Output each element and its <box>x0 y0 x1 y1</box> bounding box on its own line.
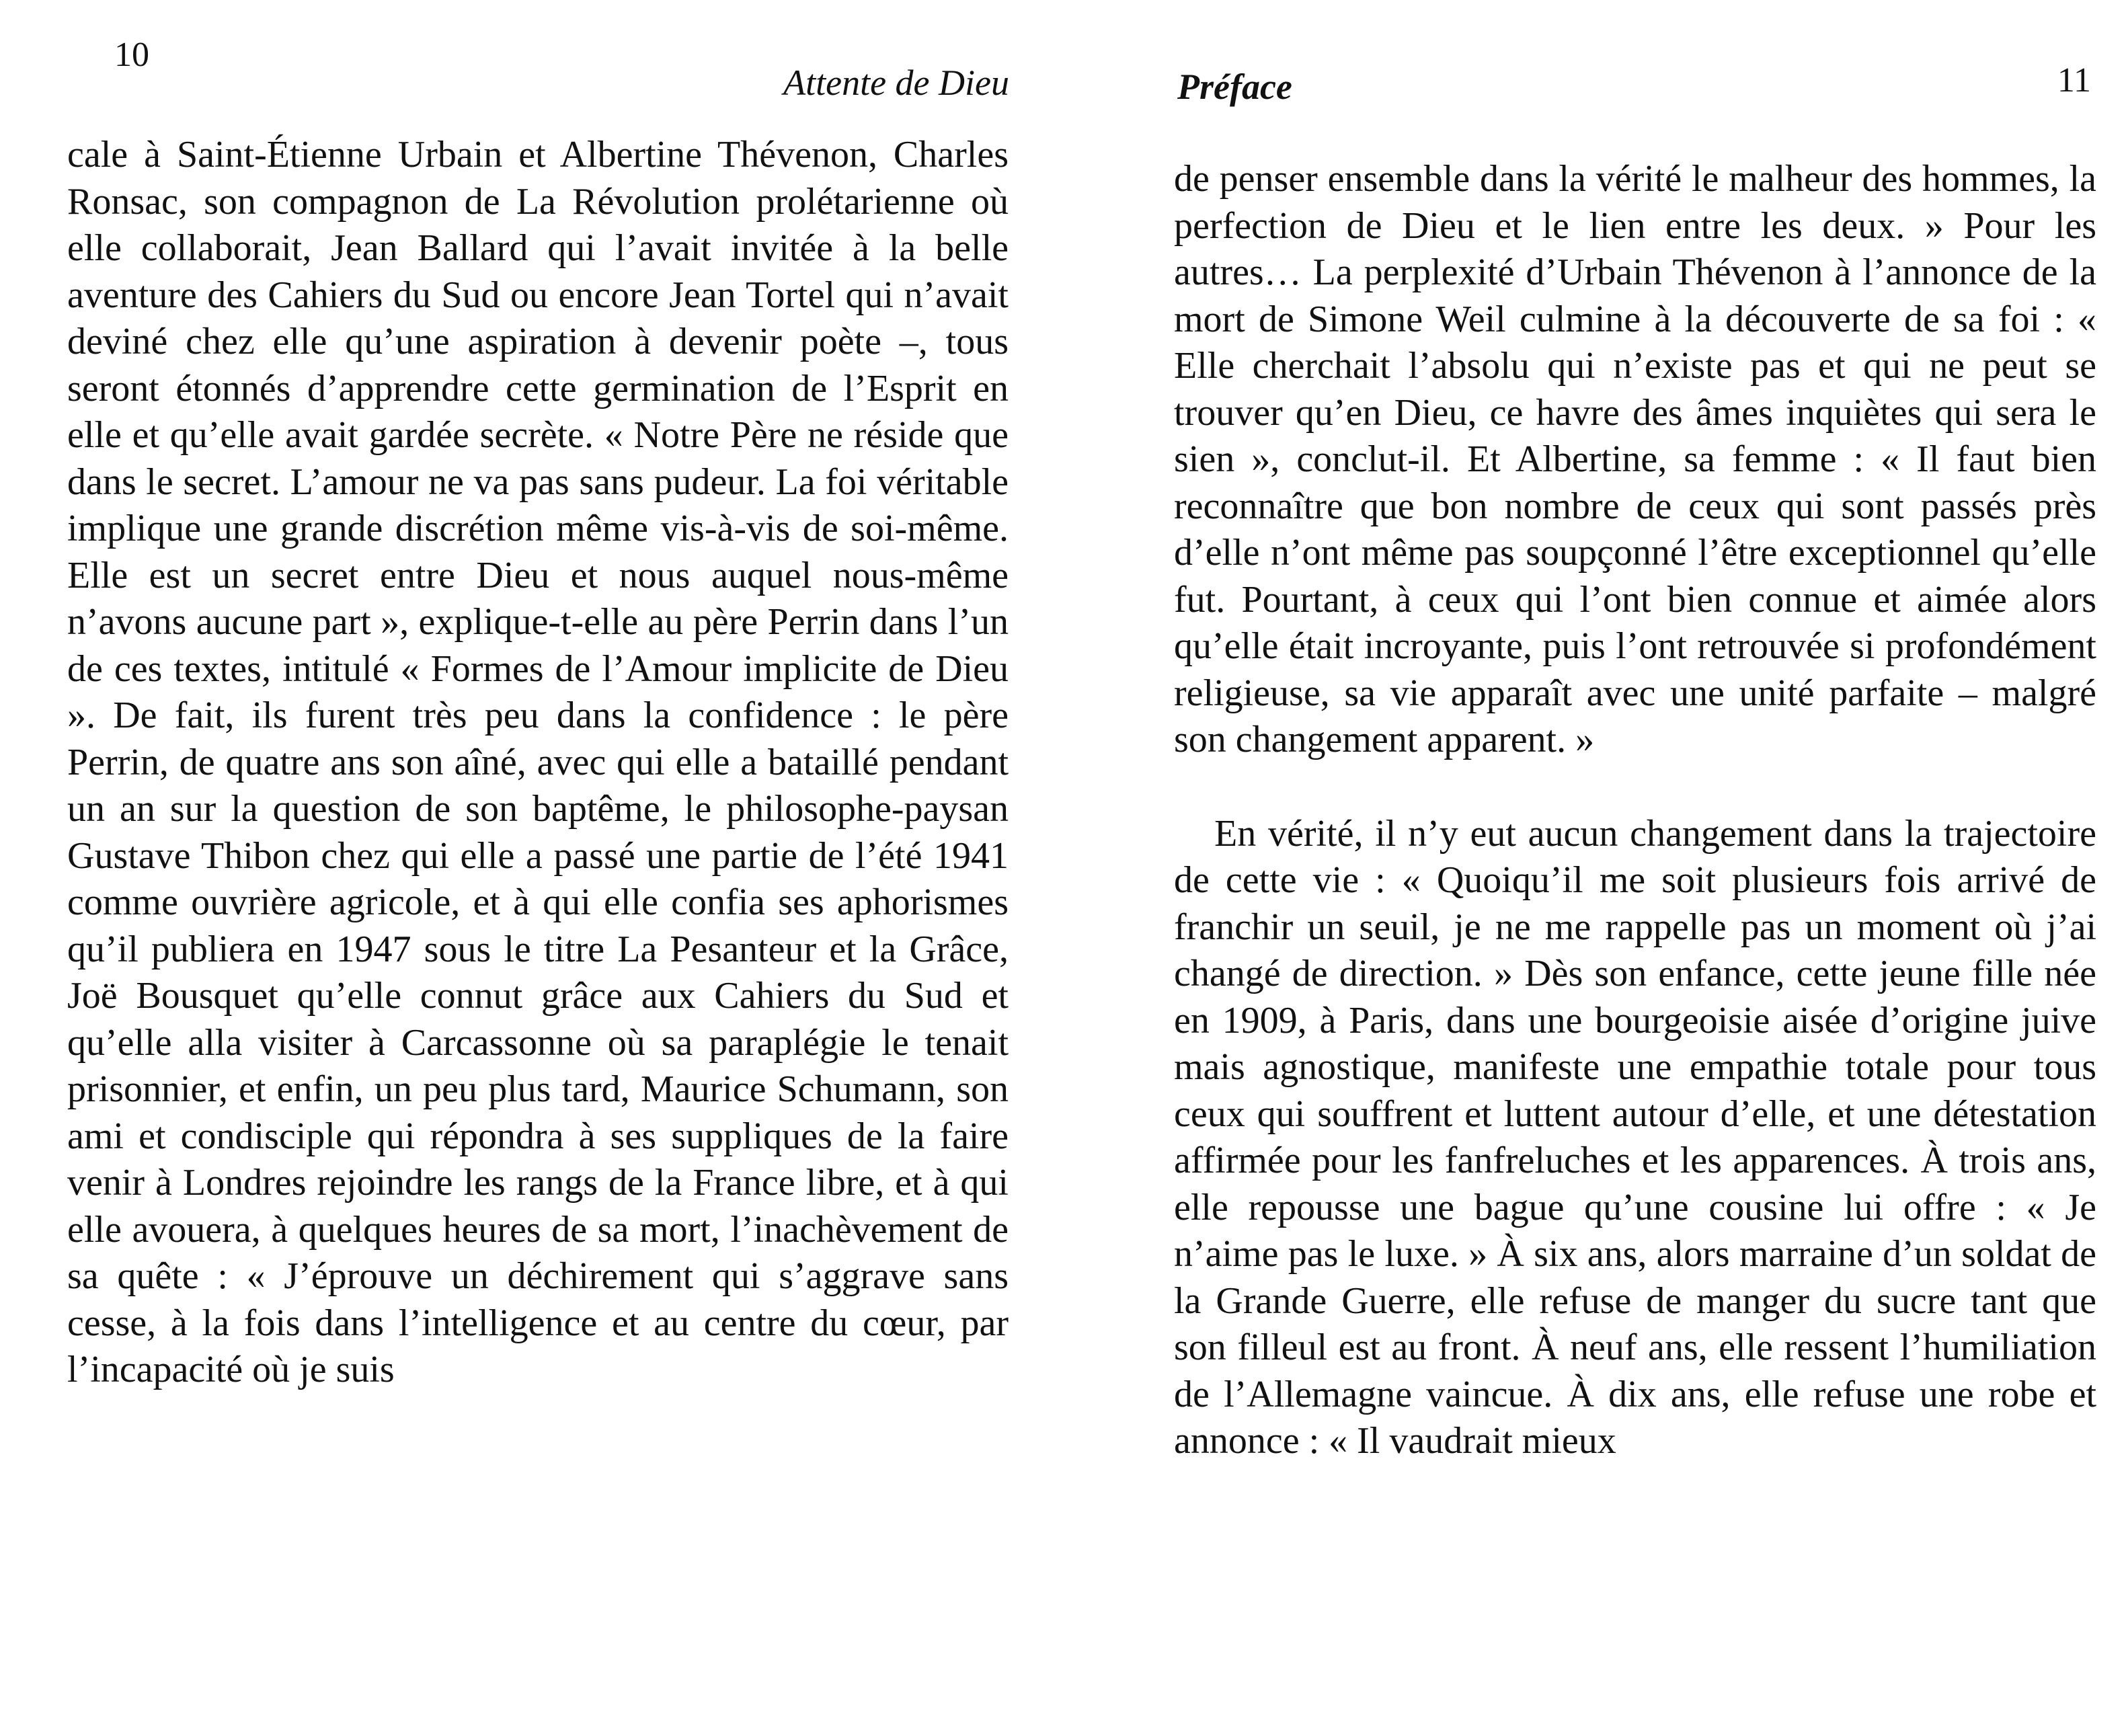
body-text <box>1174 156 2096 1465</box>
paragraph: En vérité, il n’y eut aucun changement dans la trajectoire de cette vie : « Quoiqu’il me soit plusieurs fois arrivé de franchir un seuil, je ne me rappelle pas un moment où j’ai changé de direction. » Dès son enfance, cette jeune fille née en 1909, à Paris, dans une bourgeoisie aisée d’origine juive mais agnostique, manifeste une empathie totale pour tous ceux qui souffrent et luttent autour d’elle, et une détestation affirmée pour les fanfreluches et les apparences. À trois ans, elle repousse une bague qu’une cousine lui offre : « Je n’aime pas le luxe. » À six ans, alors marraine d’un soldat de la Grande Guerre, elle refuse de manger du sucre tant que son filleul est au front. À neuf ans, elle ressent l’humiliation de l’Allemagne vaincue. À dix ans, elle refuse une robe et annonce : « Il vaudrait mieux <box>1174 812 2096 1462</box>
page-number: 11 <box>2057 61 2091 100</box>
page-number: 10 <box>114 36 149 74</box>
running-head: Attente de Dieu <box>783 63 1009 103</box>
running-head: Préface <box>1177 67 1292 107</box>
paragraph: cale à Saint-Étienne Urbain et Albertine Thévenon, Charles Ronsac, son compagnon de La Révolution prolétarienne où elle collaborait, Jean Ballard qui l’avait invitée à la belle aventure des Cahiers du Sud ou encore Jean Tortel qui n’avait deviné chez elle qu’une aspiration à devenir poète –, tous seront étonnés d’apprendre cette germination de l’Esprit en elle et qu’elle avait gardée secrète. « Notre Père ne réside que dans le secret. L’amour ne va pas sans pudeur. La foi véritable implique une grande discrétion même vis-à-vis de soi-même. Elle est un secret entre Dieu et nous auquel nous-même n’avons aucune part », explique-t-elle au père Perrin dans l’un de ces textes, intitulé « Formes de l’Amour implicite de Dieu ». De fait, ils furent très peu dans la confidence : le père Perrin, de quatre ans son aîné, avec qui elle a bataillé pendant un an sur la question de son baptême, le philosophe-paysan Gustave Thibon chez qui elle a passé une partie de l’été 1941 comme ouvrière agricole, et à qui elle confia ses aphorismes qu’il publiera en 1947 sous le titre La Pesanteur et la Grâce, Joë Bousquet qu’elle connut grâce aux Cahiers du Sud et qu’elle alla visiter à Carcassonne où sa paraplégie le tenait prisonnier, et enfin, un peu plus tard, Maurice Schumann, son ami et condisciple qui répondra à ses suppliques de la faire venir à Londres rejoindre les rangs de la France libre, et à qui elle avouera, à quelques heures de sa mort, l’inachèvement de sa quête : « J’éprouve un déchirement qui s’aggrave sans cesse, à la fois dans l’intelligence et au centre du cœur, par l’incapacité où je suis <box>67 134 1009 1390</box>
right-page <box>1063 0 2126 1736</box>
paragraph: de penser ensemble dans la vérité le malheur des hommes, la perfection de Dieu et le lien entre les deux. » Pour les autres… La perplexité d’Urbain Thévenon à l’annonce de la mort de Simone Weil culmine à la découverte de sa foi : « Elle cherchait l’absolu qui n’existe pas et qui ne peut se trouver qu’en Dieu, ce havre des âmes inquiètes qui sera le sien », conclut-il. Et Albertine, sa femme : « Il faut bien reconnaître que bon nombre de ceux qui sont passés près d’elle n’ont même pas soupçonné l’être exceptionnel qu’elle fut. Pourtant, à ceux qui l’ont bien connue et aimée alors qu’elle était incroyante, puis l’ont retrouvée si profondément religieuse, sa vie apparaît avec une unité parfaite – malgré son changement apparent. » <box>1174 158 2096 760</box>
body-text <box>67 132 1009 1394</box>
